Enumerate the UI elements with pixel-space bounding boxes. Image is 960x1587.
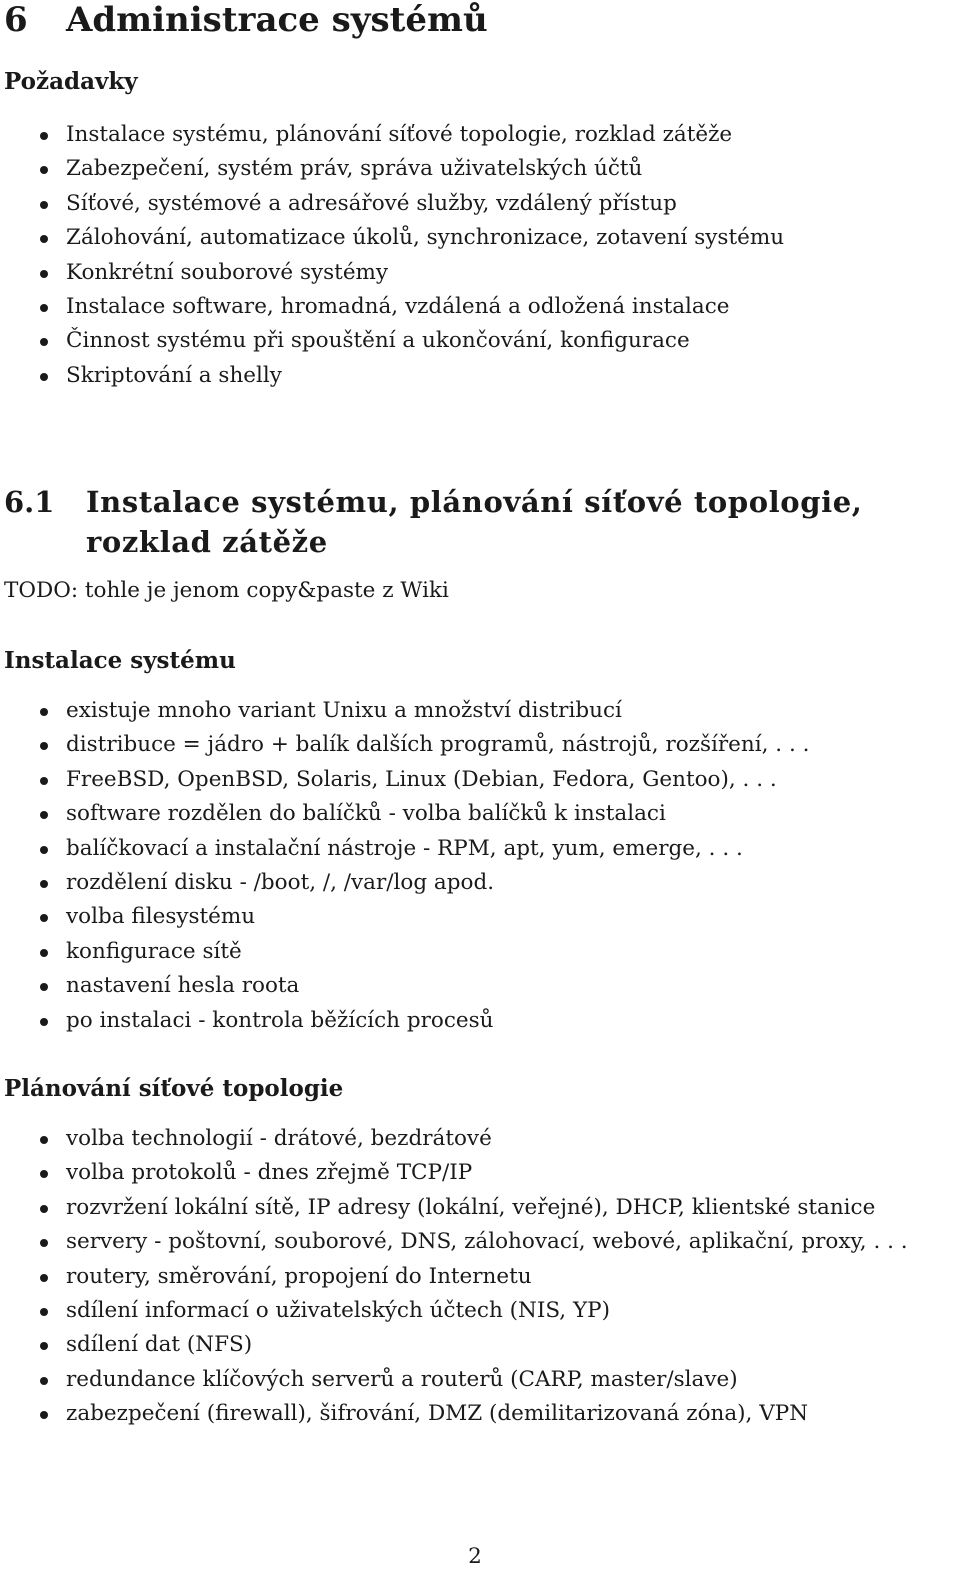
list-item-text: existuje mnoho variant Unixu a množství distribucí	[66, 698, 622, 723]
bullet	[40, 708, 48, 716]
list-item	[0, 118, 784, 152]
list-item	[0, 1156, 908, 1190]
bullet	[40, 914, 48, 922]
list-item	[0, 1328, 908, 1362]
bullet	[40, 270, 48, 278]
bullet	[40, 1239, 48, 1247]
list-item	[0, 1122, 908, 1156]
bullet	[40, 373, 48, 381]
list-item	[0, 935, 809, 969]
list-item-text: routery, směrování, propojení do Internetu	[66, 1263, 532, 1289]
bullet	[40, 742, 48, 750]
bullet	[40, 846, 48, 854]
bullet	[40, 1274, 48, 1282]
bullet	[40, 1205, 48, 1213]
list-item-text: FreeBSD, OpenBSD, Solaris, Linux (Debian, Fedora, Gentoo), . . .	[66, 766, 777, 792]
bullet	[40, 983, 48, 991]
bullet	[40, 201, 48, 209]
requirements-heading: Požadavky	[4, 68, 138, 95]
list-item	[0, 1397, 908, 1431]
todo-note: TODO: tohle je jenom copy&paste z Wiki	[4, 578, 449, 603]
list-item-text: Skriptování a shelly	[66, 362, 282, 388]
list-item	[0, 1363, 908, 1397]
list-item	[0, 1225, 908, 1259]
list-item-text: nastavení hesla roota	[66, 973, 300, 999]
list-item	[0, 797, 809, 831]
list-item	[0, 256, 784, 290]
bullet	[40, 304, 48, 312]
page-number: 2	[468, 1544, 482, 1569]
network-heading: Plánování síťové topologie	[4, 1075, 344, 1102]
bullet	[40, 1136, 48, 1144]
list-item-text: rozvržení lokální sítě, IP adresy (lokální, veřejné), DHCP, klientské stanice	[66, 1194, 876, 1220]
section-title-text: Instalace systému, plánování síťové topologie, rozklad zátěže	[86, 485, 863, 559]
bullet	[40, 949, 48, 957]
bullet	[40, 880, 48, 888]
bullet	[40, 1377, 48, 1385]
bullet	[40, 1170, 48, 1178]
list-item	[0, 694, 809, 728]
list-item	[0, 1191, 908, 1225]
chapter-title	[4, 0, 488, 40]
list-item-text: rozdělení disku - /boot, /, /var/log apod.	[66, 869, 495, 895]
list-item-text: balíčkovací a instalační nástroje - RPM, apt, yum, emerge, . . .	[66, 835, 743, 861]
list-item-text: volba filesystému	[66, 904, 256, 930]
list-item	[0, 324, 784, 358]
chapter-number: 6	[4, 0, 28, 40]
bullet	[40, 132, 48, 140]
network-list	[0, 1122, 908, 1432]
list-item-text: redundance klíčových serverů a routerů (CARP, master/slave)	[66, 1366, 738, 1392]
list-item	[0, 1004, 809, 1038]
bullet	[40, 166, 48, 174]
list-item	[0, 900, 809, 934]
bullet	[40, 1308, 48, 1316]
list-item-text: Zabezpečení, systém práv, správa uživatelských účtů	[66, 156, 643, 182]
list-item	[0, 969, 809, 1003]
list-item	[0, 359, 784, 393]
bullet	[40, 1018, 48, 1026]
bullet	[40, 1342, 48, 1350]
list-item-text: konfigurace sítě	[66, 938, 242, 964]
list-item	[0, 763, 809, 797]
installation-list	[0, 694, 809, 1038]
bullet	[40, 811, 48, 819]
section-title	[4, 482, 954, 562]
list-item-text: sdílení informací o uživatelských účtech (NIS, YP)	[66, 1297, 610, 1323]
list-item	[0, 866, 809, 900]
requirements-list	[0, 118, 784, 393]
installation-heading: Instalace systému	[4, 647, 236, 674]
list-item-text: distribuce = jádro + balík dalších programů, nástrojů, rozšíření, . . .	[66, 732, 810, 758]
list-item-text: volba protokolů - dnes zřejmě TCP/IP	[66, 1160, 473, 1186]
list-item	[0, 832, 809, 866]
list-item	[0, 1294, 908, 1328]
list-item-text: Instalace software, hromadná, vzdálená a odložená instalace	[66, 293, 730, 319]
chapter-title-text: Administrace systémů	[66, 0, 488, 40]
bullet	[40, 1411, 48, 1419]
bullet	[40, 338, 48, 346]
bullet	[40, 235, 48, 243]
list-item	[0, 187, 784, 221]
list-item-text: sdílení dat (NFS)	[66, 1332, 253, 1358]
list-item-text: po instalaci - kontrola běžících procesů	[66, 1007, 494, 1033]
list-item-text: volba technologií - drátové, bezdrátové	[66, 1126, 492, 1151]
list-item-text: Síťové, systémové a adresářové služby, vzdálený přístup	[66, 190, 677, 216]
list-item-text: Činnost systému při spouštění a ukončování, konfigurace	[66, 328, 690, 354]
list-item-text: software rozdělen do balíčků - volba balíčků k instalaci	[66, 801, 666, 827]
list-item-text: Instalace systému, plánování síťové topologie, rozklad zátěže	[66, 122, 733, 147]
section-number: 6.1	[4, 485, 55, 519]
list-item	[0, 290, 784, 324]
bullet	[40, 777, 48, 785]
list-item-text: Zálohování, automatizace úkolů, synchronizace, zotavení systému	[66, 225, 785, 251]
list-item-text: zabezpečení (firewall), šifrování, DMZ (demilitarizovaná zóna), VPN	[66, 1401, 809, 1427]
list-item	[0, 152, 784, 186]
list-item	[0, 728, 809, 762]
list-item	[0, 221, 784, 255]
list-item-text: Konkrétní souborové systémy	[66, 259, 389, 285]
list-item	[0, 1260, 908, 1294]
list-item-text: servery - poštovní, souborové, DNS, zálohovací, webové, aplikační, proxy, . . .	[66, 1229, 908, 1255]
